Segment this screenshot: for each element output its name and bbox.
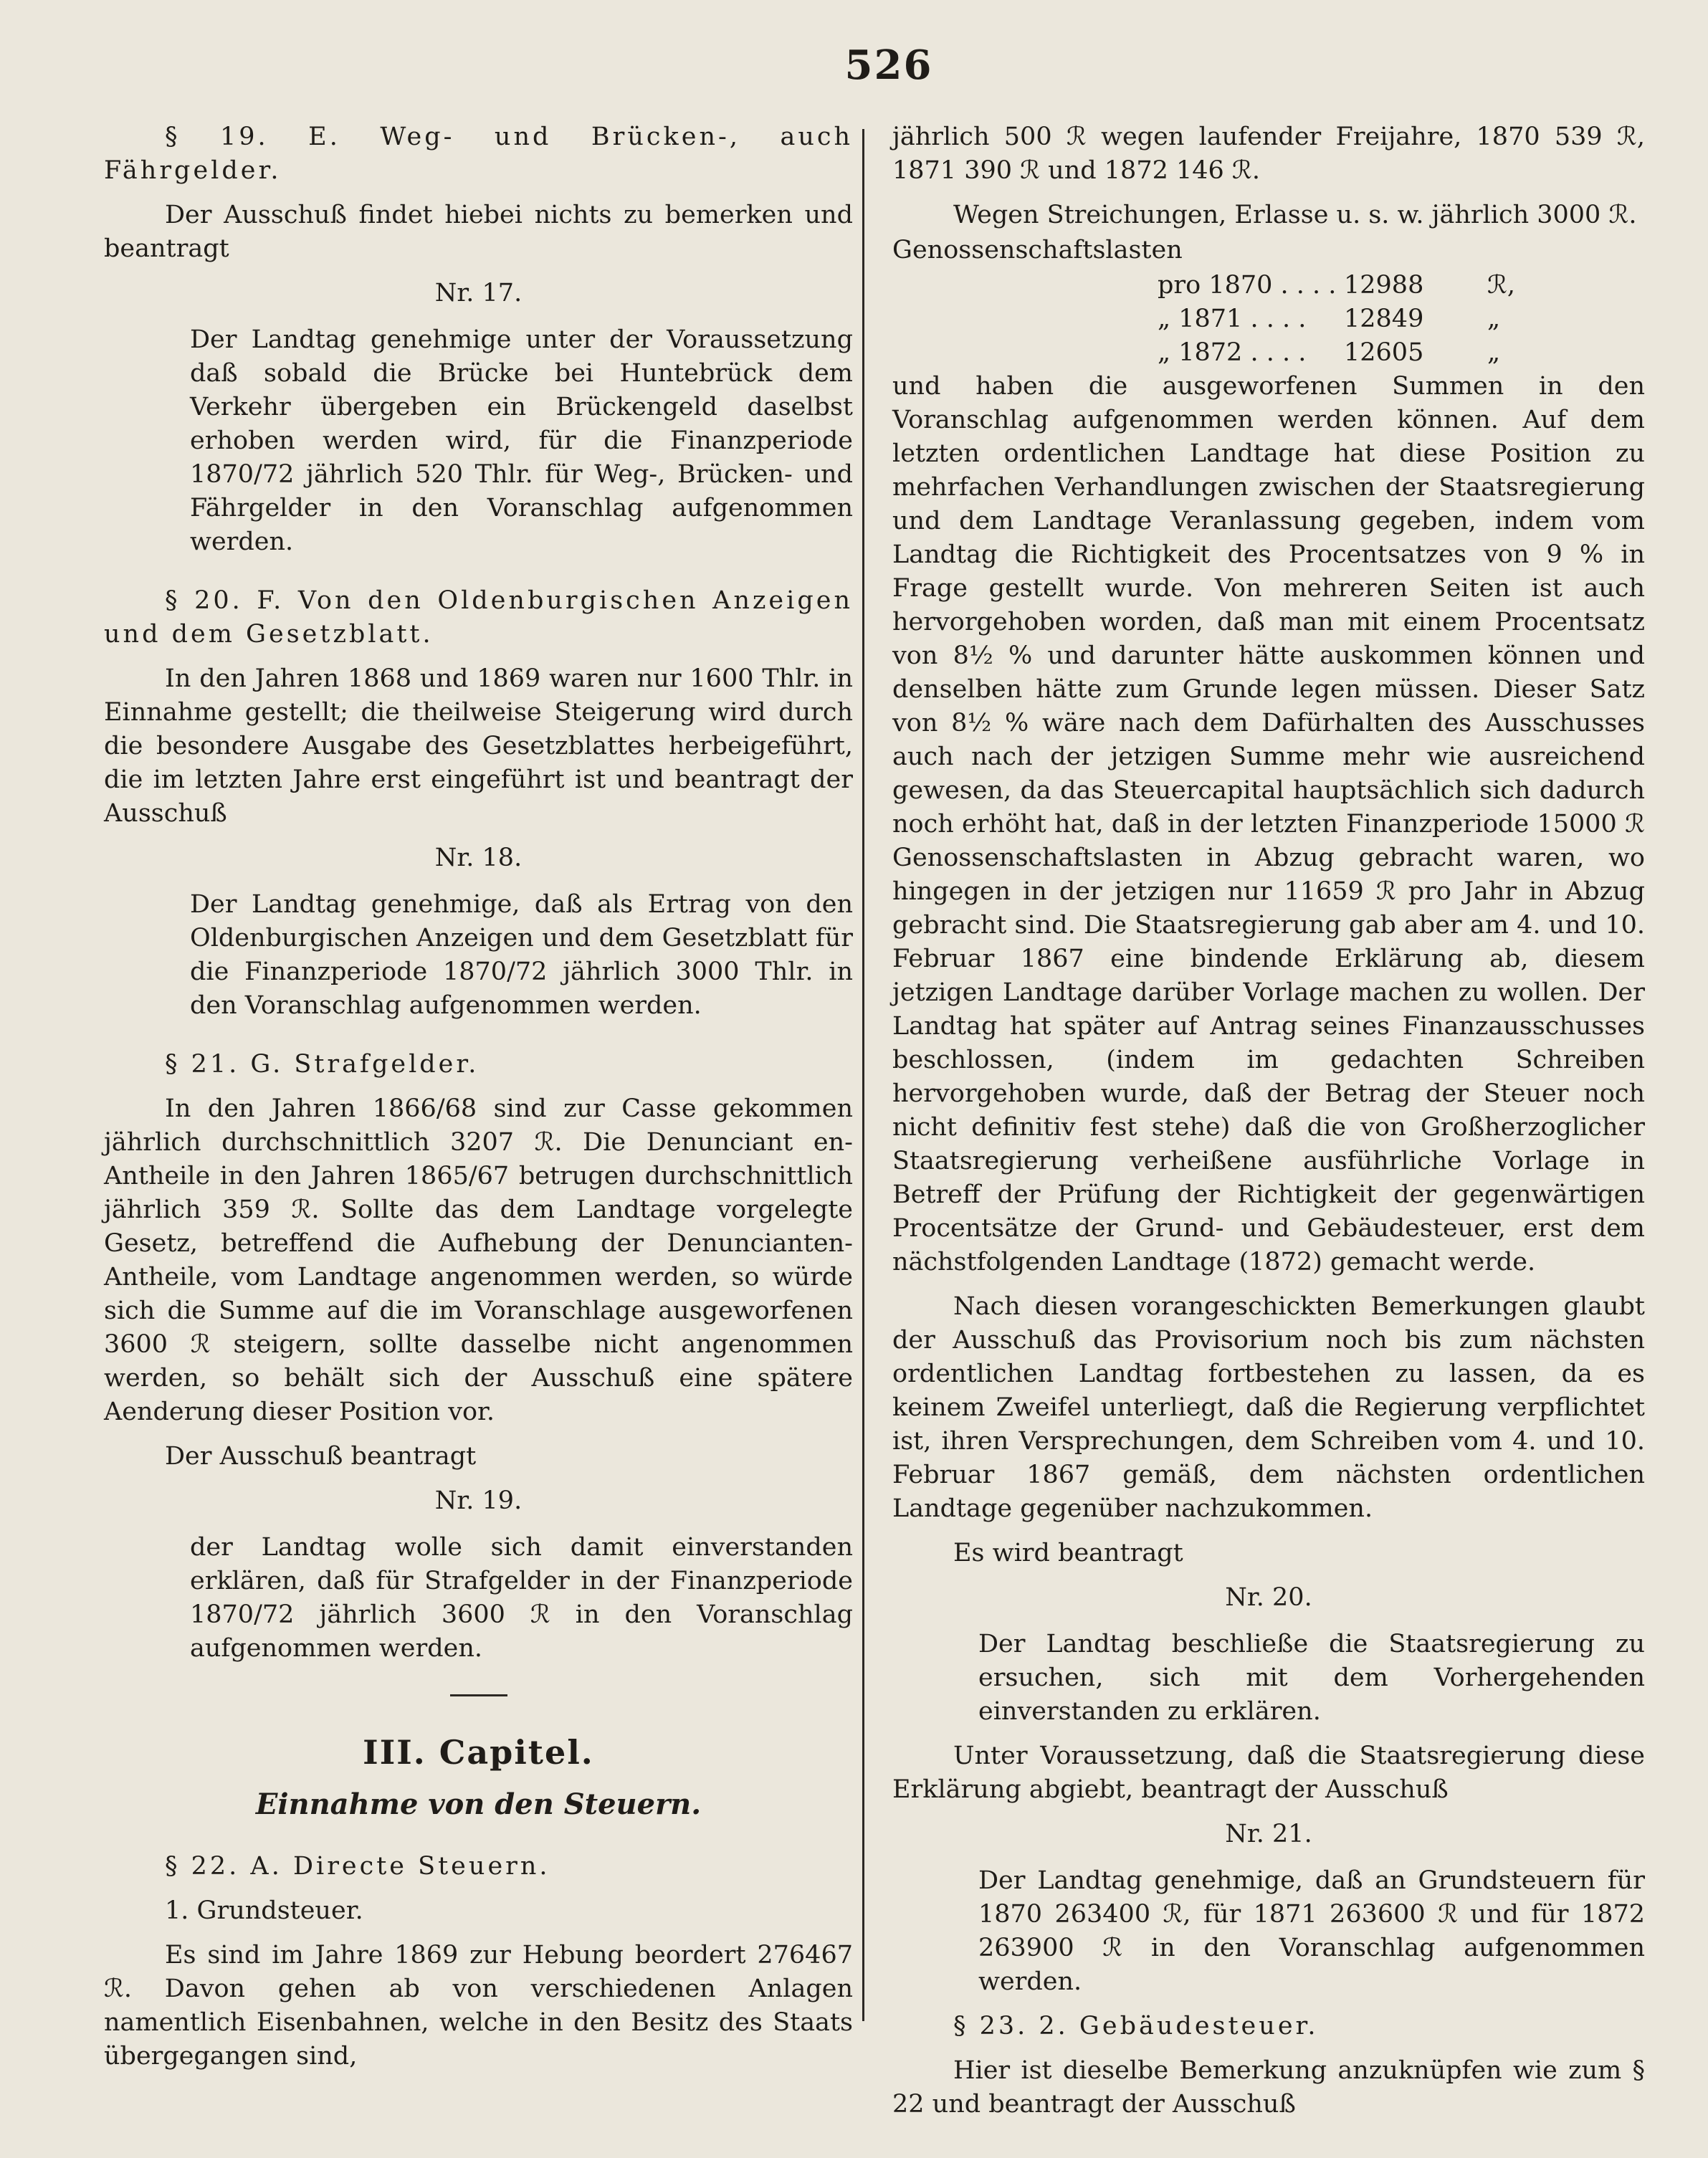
- chapter-heading: III. Capitel.: [363, 1733, 594, 1772]
- table-cell-value: 12605: [1344, 338, 1424, 367]
- section-19-text: Der Ausschuß findet hiebei nichts zu bemerken und beantragt: [104, 201, 853, 263]
- chapter-title: Einnahme von den Steuern.: [255, 1787, 702, 1821]
- motion-18-number: Nr. 18.: [434, 844, 523, 872]
- section-23-heading: § 23. 2. Gebäudesteuer.: [953, 2012, 1319, 2040]
- section-22-subheading: 1. Grundsteuer.: [165, 1896, 363, 1925]
- table-row: [1158, 336, 1559, 370]
- column-divider: [862, 129, 864, 2021]
- table-cell-value: 12988: [1344, 271, 1424, 300]
- section-21-beantragt: Der Ausschuß beantragt: [165, 1442, 477, 1471]
- table-cell-unit: „: [1487, 305, 1501, 333]
- left-column: [104, 120, 853, 2084]
- table-row: [1158, 269, 1559, 302]
- table-row: [1158, 302, 1559, 336]
- motion-20-number: Nr. 20.: [1225, 1583, 1312, 1612]
- motion-17-number: Nr. 17.: [434, 279, 523, 307]
- es-wird-beantragt: Es wird beantragt: [953, 1539, 1183, 1567]
- genossenschaftslasten-label: Genossenschaftslasten: [892, 236, 1183, 264]
- section-23-text: Hier ist dieselbe Bemerkung anzuknüpfen wie zum § 22 und beantragt der Ausschuß: [892, 2056, 1645, 2119]
- section-21-text: In den Jahren 1866/68 sind zur Casse gekommen jährlich durchschnittlich 3207 ℛ. Die Denunciant en-Antheile in den Jahren 1865/67 betrugen durchschnittlich jährlich 359 ℛ. Sollte das dem Landtage vorgelegte Gesetz, betreffend die Aufhebung der Denuncianten-Antheile, vom Landtage angenommen werden, so würde sich die Summe auf die im Voranschlage ausgeworfenen 3600 ℛ steigern, sollte dasselbe nicht angenommen werden, so behält sich der Ausschuß eine spätere Aenderung dieser Position vor.: [104, 1094, 853, 1426]
- motion-21-text: Der Landtag genehmige, daß an Grundsteuern für 1870 263400 ℛ, für 1871 263600 ℛ und für 1872 263900 ℛ in den Voranschlag aufgenommen werden.: [978, 1866, 1645, 1996]
- table-cell-year: „ 1871 . . . .: [1158, 305, 1307, 333]
- genossenschaftslasten-table: [892, 269, 1645, 370]
- section-22-text: Es sind im Jahre 1869 zur Hebung beordert 276467 ℛ. Davon gehen ab von verschiedenen Anlagen namentlich Eisenbahnen, welche in den Besitz des Staats übergegangen sind,: [104, 1941, 853, 2071]
- section-21-heading: § 21. G. Strafgelder.: [165, 1050, 480, 1079]
- section-22-heading: § 22. A. Directe Steuern.: [165, 1852, 550, 1881]
- section-19-heading: § 19. E. Weg- und Brücken-, auch Fährgelder.: [104, 123, 853, 185]
- motion-19-number: Nr. 19.: [434, 1486, 523, 1515]
- main-text: und haben die ausgeworfenen Summen in den Voranschlag aufgenommen werden können. Auf dem letzten ordentlichen Landtage hat diese Position zu mehrfachen Verhandlungen zwischen der Staatsregierung und dem Landtage Veranlassung gegeben, indem vom Landtag die Richtigkeit des Procentsatzes von 9 % in Frage gestellt wurde. Von mehreren Seiten ist auch hervorgehoben worden, daß man mit einem Procentsatz von 8½ % und darunter hätte auskommen können und denselben hätte zum Grunde legen müssen. Dieser Satz von 8½ % wäre nach dem Dafürhalten des Ausschusses auch nach der jetzigen Summe mehr wie ausreichend gewesen, da das Steuercapital hauptsächlich sich dadurch noch erhöht hat, daß in der letzten Finanzperiode 15000 ℛ Genossenschaftslasten in Abzug gebracht waren, wo hingegen in der jetzigen nur 11659 ℛ pro Jahr in Abzug gebracht sind. Die Staatsregierung gab aber am 4. und 10. Februar 1867 eine bindende Erklärung ab, diesem jetzigen Landtage darüber Vorlage machen zu wollen. Der Landtag hat später auf Antrag seines Finanzausschusses beschlossen, (indem im gedachten Schreiben hervorgehoben wurde, daß der Betrag der Steuer noch nicht definitiv fest stehe) daß die von Großherzoglicher Staatsregierung verheißene ausführliche Vorlage in Betreff der Prüfung der Richtigkeit der gegenwärtigen Procentsätze der Grund- und Gebäudesteuer, erst dem nächstfolgenden Landtage (1872) gemacht werde.: [892, 372, 1645, 1276]
- separator-rule: [450, 1694, 507, 1696]
- motion-17-text: Der Landtag genehmige unter der Voraussetzung daß sobald die Brücke bei Huntebrück dem Verkehr übergeben ein Brückengeld daselbst erhoben werden wird, für die Finanzperiode 1870/72 jährlich 520 Thlr. für Weg-, Brücken- und Fährgelder in den Voranschlag aufgenommen werden.: [190, 325, 853, 556]
- streichungen-text: Wegen Streichungen, Erlasse u. s. w. jährlich 3000 ℛ.: [953, 201, 1637, 229]
- motion-18-text: Der Landtag genehmige, daß als Ertrag von den Oldenburgischen Anzeigen und dem Gesetzblatt für die Finanzperiode 1870/72 jährlich 3000 Thlr. in den Voranschlag aufgenommen werden.: [190, 890, 853, 1020]
- section-20-heading: § 20. F. Von den Oldenburgischen Anzeigen und dem Gesetzblatt.: [104, 586, 853, 649]
- motion-21-number: Nr. 21.: [1225, 1820, 1312, 1848]
- page-number: 526: [844, 42, 933, 89]
- table-cell-value: 12849: [1344, 305, 1424, 333]
- unter-voraussetzung-text: Unter Voraussetzung, daß die Staatsregierung diese Erklärung abgiebt, beantragt der Ausschuß: [892, 1742, 1645, 1804]
- table-cell-year: pro 1870 . . . .: [1158, 271, 1337, 300]
- continuation-text: jährlich 500 ℛ wegen laufender Freijahre, 1870 539 ℛ, 1871 390 ℛ und 1872 146 ℛ.: [892, 123, 1645, 185]
- motion-20-text: Der Landtag beschließe die Staatsregierung zu ersuchen, sich mit dem Vorhergehenden einverstanden zu erklären.: [978, 1630, 1645, 1726]
- table-cell-unit: ℛ,: [1487, 271, 1516, 300]
- right-column: [892, 120, 1645, 2132]
- table-cell-year: „ 1872 . . . .: [1158, 338, 1307, 367]
- motion-19-text: der Landtag wolle sich damit einverstanden erklären, daß für Strafgelder in der Finanzperiode 1870/72 jährlich 3600 ℛ in den Voranschlag aufgenommen werden.: [190, 1533, 853, 1663]
- section-20-text: In den Jahren 1868 und 1869 waren nur 1600 Thlr. in Einnahme gestellt; die theilweise Steigerung wird durch die besondere Ausgabe des Gesetzblattes herbeigeführt, die im letzten Jahre erst eingeführt ist und beantragt der Ausschuß: [104, 664, 853, 828]
- table-cell-unit: „: [1487, 338, 1501, 367]
- nach-text: Nach diesen vorangeschickten Bemerkungen glaubt der Ausschuß das Provisorium noch bis zum nächsten ordentlichen Landtag fortbestehen zu lassen, da es keinem Zweifel unterliegt, daß die Regierung verpflichtet ist, ihren Versprechungen, dem Schreiben vom 4. und 10. Februar 1867 gemäß, dem nächsten ordentlichen Landtage gegenüber nachzukommen.: [892, 1292, 1645, 1523]
